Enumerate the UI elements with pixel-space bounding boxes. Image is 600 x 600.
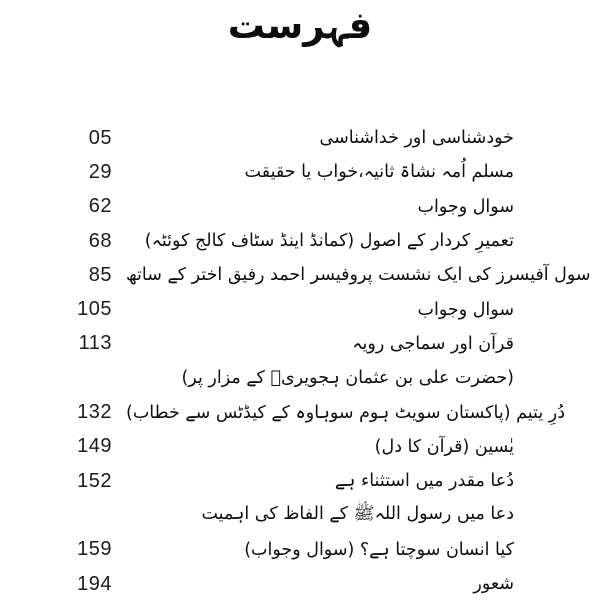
toc-entry-title: مسلم اُمہ نشاۃ ثانیہ،خواب یا حقیقت <box>244 162 514 183</box>
toc-entry-page-number: 159 <box>77 538 112 561</box>
toc-row <box>40 361 514 395</box>
toc-entry-page-number: 194 <box>77 572 112 595</box>
toc-entry-title: سوال وجواب <box>417 299 514 320</box>
toc-list <box>40 121 591 600</box>
toc-row <box>40 533 514 567</box>
toc-entry-title: سوال وجواب <box>417 196 514 217</box>
toc-row <box>40 121 514 155</box>
toc-entry-page-number: 105 <box>77 298 112 321</box>
page-title: فہرست <box>227 4 373 47</box>
toc-entry-page-number: 68 <box>88 229 112 252</box>
toc-entry-page-number: 113 <box>78 332 112 355</box>
toc-row <box>40 292 514 326</box>
toc-entry-page-number: 132 <box>77 401 112 424</box>
toc-row <box>40 155 514 189</box>
toc-row <box>40 327 514 361</box>
toc-entry-title: شعور <box>473 574 514 594</box>
toc-entry-page-number: 85 <box>88 263 112 286</box>
toc-entry-title: یٰسین (قرآن کا دل) <box>374 436 514 457</box>
toc-entry-title: کیا انسان سوچتا ہے؟ (سوال وجواب) <box>244 539 514 560</box>
toc-entry-page-number: 05 <box>88 126 112 149</box>
toc-row <box>40 567 514 600</box>
toc-row <box>40 258 591 292</box>
toc-entry-title: خودشناسی اور خداشناسی <box>319 128 514 149</box>
toc-row <box>40 224 514 258</box>
toc-entry-title: دُعا مقدر میں استثناء ہے <box>334 471 514 492</box>
toc-row <box>40 190 514 224</box>
toc-entry-title: تعمیرِ کردار کے اصول (کمانڈ اینڈ سٹاف کالج کوئٹہ) <box>144 231 514 252</box>
toc-entry-page-number: 152 <box>77 469 112 492</box>
toc-entry-title: (حضرت علی بن عثمان ہجویریؒ کے مزار پر) <box>181 368 514 389</box>
toc-entry-title: دعا میں رسول اللہﷺ کے الفاظ کی اہمیت <box>201 504 514 525</box>
toc-entry-page-number: 62 <box>88 195 112 218</box>
toc-entry-title: سول آفیسرز کی ایک نشست پروفیسر احمد رفیق اختر کے ساتھ <box>126 265 591 286</box>
toc-entry-page-number: 29 <box>88 160 112 183</box>
toc-entry-title: قرآن اور سماجی رویہ <box>352 333 514 354</box>
toc-entry-title: دُرِ یتیم (پاکستان سویٹ ہوم سوہاوہ کے کیڈٹس سے خطاب) <box>126 402 565 423</box>
page-header <box>0 2 600 50</box>
toc-row <box>40 498 514 532</box>
toc-entry-page-number: 149 <box>77 435 112 458</box>
toc-row <box>40 395 565 429</box>
toc-row <box>40 464 514 498</box>
toc-row <box>40 430 514 464</box>
